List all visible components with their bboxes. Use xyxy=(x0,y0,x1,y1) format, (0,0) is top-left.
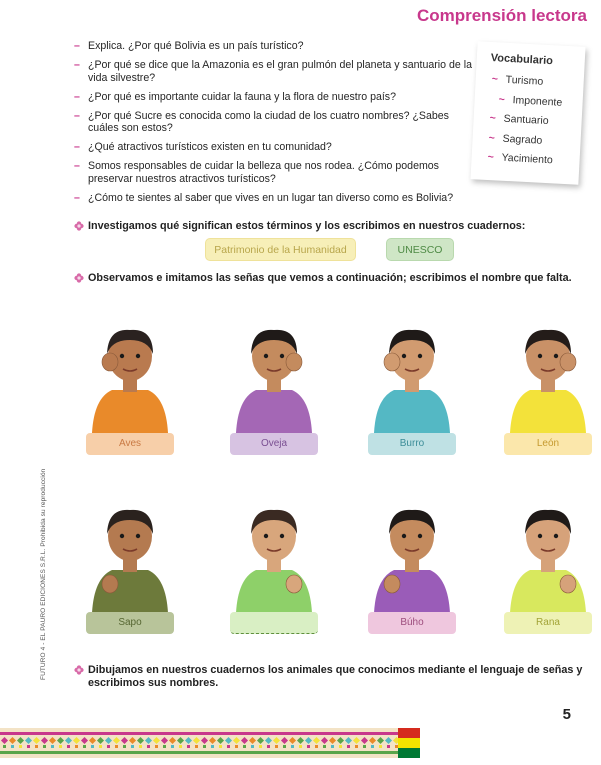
border-dot xyxy=(11,745,14,748)
border-dot xyxy=(259,745,262,748)
sign-label: Aves xyxy=(86,433,174,455)
border-dot xyxy=(355,745,358,748)
border-dot xyxy=(203,745,206,748)
border-dot xyxy=(99,745,102,748)
border-dot xyxy=(179,745,182,748)
border-dot xyxy=(211,745,214,748)
border-dot xyxy=(299,745,302,748)
bolivia-flag-icon xyxy=(398,728,420,758)
sign-label: Sapo xyxy=(86,612,174,634)
border-dot xyxy=(267,745,270,748)
sign-label: Burro xyxy=(368,433,456,455)
sign-figure xyxy=(224,318,324,433)
border-dot xyxy=(195,745,198,748)
sign-label: Rana xyxy=(504,612,592,634)
sign-figure xyxy=(498,318,598,433)
border-dot xyxy=(59,745,62,748)
border-dot xyxy=(3,745,6,748)
border-dot xyxy=(75,745,78,748)
border-dot xyxy=(347,745,350,748)
decorative-border xyxy=(0,728,418,758)
border-dot xyxy=(315,745,318,748)
sign-label: Oveja xyxy=(230,433,318,455)
border-dot xyxy=(83,745,86,748)
border-dot xyxy=(187,745,190,748)
border-dot xyxy=(91,745,94,748)
vocabulary-title: Vocabulario xyxy=(490,51,554,68)
flower-bullet-icon xyxy=(74,221,84,231)
vocabulary-item: ~ Sagrado xyxy=(488,131,543,147)
border-dot xyxy=(371,745,374,748)
border-dot xyxy=(139,745,142,748)
border-dot xyxy=(291,745,294,748)
sign-figure xyxy=(362,318,462,433)
border-dot xyxy=(251,745,254,748)
border-dot xyxy=(307,745,310,748)
border-dot xyxy=(339,745,342,748)
border-dot xyxy=(147,745,150,748)
child-illustration xyxy=(362,498,462,613)
sign-figure xyxy=(80,498,180,613)
border-dot xyxy=(155,745,158,748)
question-list xyxy=(74,40,474,211)
border-dot xyxy=(243,745,246,748)
vocabulary-item: ~ Yacimiento xyxy=(487,150,554,167)
border-dot xyxy=(27,745,30,748)
child-illustration xyxy=(362,318,462,433)
sign-label: León xyxy=(504,433,592,455)
vocabulary-card xyxy=(470,41,585,184)
child-illustration xyxy=(498,498,598,613)
question-item: – ¿Por qué Sucre es conocida como la ciudad de los cuatro nombres? ¿Sabes cuáles son estos? xyxy=(74,109,449,134)
border-dot xyxy=(35,745,38,748)
child-illustration xyxy=(498,318,598,433)
border-dot xyxy=(283,745,286,748)
question-item: – ¿Por qué se dice que la Amazonia es el gran pulmón del planeta y santuario de la vida silvestre? xyxy=(74,59,472,84)
border-dot xyxy=(163,745,166,748)
sign-figure xyxy=(498,498,598,613)
border-dot xyxy=(67,745,70,748)
instruction-signs: Observamos e imitamos las señas que vemos a continuación; escribimos el nombre que falta. xyxy=(74,272,589,285)
border-dot xyxy=(363,745,366,748)
copyright-side-text: FUTURO 4 - EL PAURO EDICIONES S.R.L. Prohibida su reproducción xyxy=(40,468,47,680)
border-dot xyxy=(131,745,134,748)
page-number: 5 xyxy=(562,706,571,723)
sign-figure xyxy=(224,498,324,613)
question-item: – ¿Qué atractivos turísticos existen en tu comunidad? xyxy=(74,141,332,153)
child-illustration xyxy=(80,498,180,613)
border-dot xyxy=(275,745,278,748)
border-dot xyxy=(123,745,126,748)
border-dot xyxy=(171,745,174,748)
instruction-research: Investigamos qué significan estos términos y los escribimos en nuestros cuadernos: xyxy=(74,220,589,233)
sign-label[interactable] xyxy=(230,612,318,634)
border-dot xyxy=(331,745,334,748)
section-title: Comprensión lectora xyxy=(416,6,587,25)
term-patrimonio: Patrimonio de la Humanidad xyxy=(205,238,356,261)
border-dot xyxy=(19,745,22,748)
vocabulary-item: ~ Imponente xyxy=(498,92,563,109)
question-item: – ¿Cómo te sientes al saber que vives en un lugar tan diverso como es Bolivia? xyxy=(74,191,454,204)
question-item: – Somos responsables de cuidar la belleza que nos rodea. ¿Cómo podemos preservar nuestros atractivos turísticos? xyxy=(74,160,439,185)
sign-figure xyxy=(362,498,462,613)
vocabulary-item: ~ Santuario xyxy=(489,112,549,128)
border-dot xyxy=(387,745,390,748)
border-dot xyxy=(227,745,230,748)
question-item: – Explica. ¿Por qué Bolivia es un país turístico? xyxy=(74,40,304,52)
border-dot xyxy=(51,745,54,748)
instruction-draw: Dibujamos en nuestros cuadernos los animales que conocimos mediante el lenguaje de señas y escribimos sus nombres. xyxy=(74,664,589,690)
border-dot xyxy=(107,745,110,748)
child-illustration xyxy=(80,318,180,433)
question-item: – ¿Por qué es importante cuidar la fauna y la flora de nuestro país? xyxy=(74,90,396,103)
border-dot xyxy=(43,745,46,748)
border-dot xyxy=(115,745,118,748)
flower-bullet-icon xyxy=(74,665,84,675)
child-illustration xyxy=(224,498,324,613)
sign-label: Búho xyxy=(368,612,456,634)
sign-figure xyxy=(80,318,180,433)
child-illustration xyxy=(224,318,324,433)
term-unesco: UNESCO xyxy=(386,238,454,261)
flower-bullet-icon xyxy=(74,273,84,283)
border-dot xyxy=(323,745,326,748)
border-dot xyxy=(379,745,382,748)
border-dot xyxy=(235,745,238,748)
border-dot xyxy=(219,745,222,748)
vocabulary-item: ~ Turismo xyxy=(491,73,544,88)
